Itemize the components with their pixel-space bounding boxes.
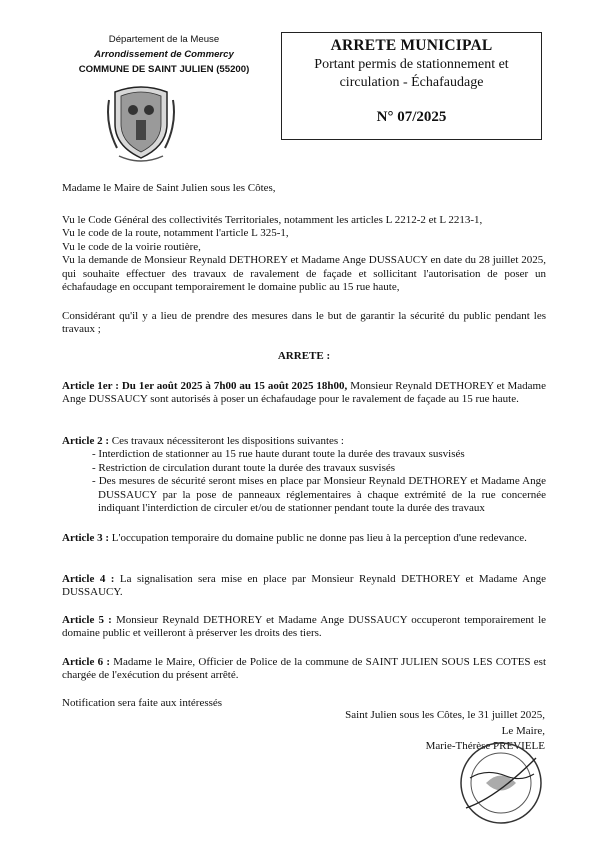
arrondissement-label: Arrondissement de Commercy xyxy=(94,49,234,60)
article-3-text: L'occupation temporaire du domaine public ne donne pas lieu à la perception d'une redevance. xyxy=(109,532,527,544)
signature-place-date: Saint Julien sous les Côtes, le 31 juillet 2025, xyxy=(345,709,545,721)
decree-title: ARRETE MUNICIPAL xyxy=(330,37,493,54)
notification-line: Notification sera faite aux intéressés xyxy=(62,697,223,709)
decree-number: N° 07/2025 xyxy=(376,109,447,125)
commune-label: COMMUNE DE SAINT JULIEN (55200) xyxy=(78,64,250,75)
coat-of-arms-icon xyxy=(103,80,179,166)
signature-role: Le Maire, xyxy=(501,724,545,737)
article-5-text: Monsieur Reynald DETHOREY et Madame Ange DUSSAUCY occuperont temporairement le domaine public et veilleront à préserver les droits des tiers. xyxy=(62,614,547,640)
article-6 xyxy=(62,656,546,683)
article-2-item: - Interdiction de stationner au 15 rue haute durant toute la durée des travaux susvisés xyxy=(92,448,465,461)
visa-item: Vu le code de la route, notamment l'article L 325-1, xyxy=(62,227,289,240)
department-label: Département de la Meuse xyxy=(108,34,220,45)
article-4 xyxy=(62,573,546,600)
article-2-label: Article 2 : xyxy=(62,435,110,447)
article-2-item: - Des mesures de sécurité seront mises en place par Monsieur Reynald DETHOREY et Madame Ange DUSSAUCY par la pose de panneaux réglementaires à chaque extrémité de la rue concernée indiquant l'interdiction de circuler et/ou de stationner pendant toute la durée des travaux xyxy=(92,475,546,515)
article-6-label: Article 6 : xyxy=(62,656,111,668)
article-3-label: Article 3 : xyxy=(62,532,110,544)
article-3 xyxy=(62,532,546,545)
article-1 xyxy=(62,380,546,407)
decree-subtitle-line2: circulation - Échafaudage xyxy=(339,75,484,90)
official-stamp-icon xyxy=(456,738,546,828)
article-5 xyxy=(62,614,546,641)
visa-item: Vu le Code Général des collectivités Territoriales, notamment les articles L 2212-2 et L 2213-1, xyxy=(62,214,483,226)
article-6-text: Madame le Maire, Officier de Police de la commune de SAINT JULIEN SOUS LES COTES est chargée de l'exécution du présent arrêté. xyxy=(62,656,547,682)
article-2-text: Ces travaux nécessiteront les dispositions suivantes : xyxy=(109,435,344,447)
article-4-text: La signalisation sera mise en place par Monsieur Reynald DETHOREY et Madame Ange DUSSAUCY. xyxy=(62,573,547,599)
issuer-header xyxy=(50,32,278,77)
article-2 xyxy=(62,435,546,515)
visa-item: Vu le code de la voirie routière, xyxy=(62,240,201,253)
signature-name: Marie-Thérèse PREVIELE xyxy=(425,740,545,752)
article-1-text: Monsieur Reynald DETHOREY et Madame Ange DUSSAUCY sont autorisés à poser un échafaudage pour le ravalement de façade au 15 rue haute. xyxy=(62,380,547,406)
considerant-paragraph: Considérant qu'il y a lieu de prendre des mesures dans le but de garantir la sécurité du public pendant les travaux ; xyxy=(62,310,546,336)
decree-subtitle-line1: Portant permis de stationnement et xyxy=(314,57,509,72)
article-5-label: Article 5 : xyxy=(62,614,112,626)
visa-item: Vu la demande de Monsieur Reynald DETHOREY et Madame Ange DUSSAUCY en date du 28 juillet 2025, qui souhaite effectuer des travaux de ravalement de façade et sollicitant l'autorisation de poser un échafaudage en occupant temporairement le domaine public au 15 rue haute, xyxy=(62,254,546,294)
decree-title-box xyxy=(281,32,542,140)
article-2-item: - Restriction de circulation durant toute la durée des travaux susvisés xyxy=(92,461,396,474)
arrete-heading: ARRETE : xyxy=(277,350,331,362)
visas-block xyxy=(62,214,546,294)
article-1-label: Article 1er : Du 1er août 2025 à 7h00 au 15 août 2025 18h00, xyxy=(62,380,348,392)
intro-line: Madame le Maire de Saint Julien sous les Côtes, xyxy=(62,182,276,194)
article-4-label: Article 4 : xyxy=(62,573,115,585)
